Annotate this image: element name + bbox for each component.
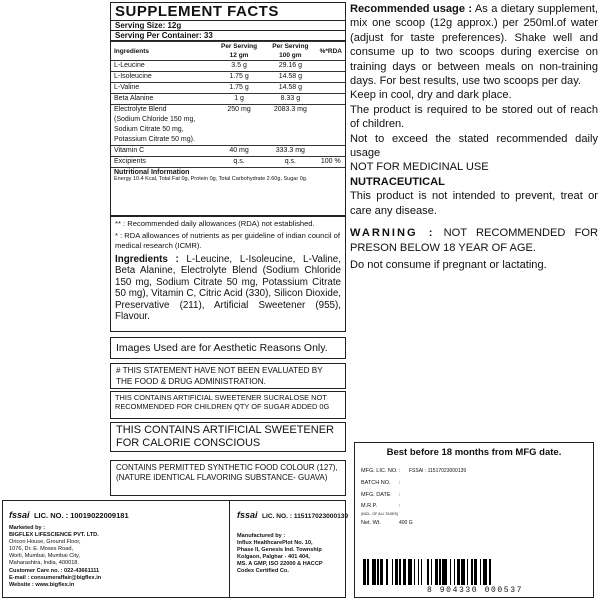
not-medicinal-note: NOT FOR MEDICINAL USE [350, 161, 489, 174]
row-name: Electrolyte Blend [111, 105, 214, 116]
row-rda [317, 105, 345, 116]
row-s12: 250 mg [214, 105, 264, 116]
ingredients-list: L-Leucine, L-Isoleucine, L-Valine, Beta Alanine, Electrolyte Blend (Sodium Chloride 150 mg, Sodium Citrate 50 mg, Potassium Citrate 50 mg), Vitamin C, Citric Acid (330), Silicon Dioxide, Preservative (211), Artificial Sweetener (955), Flavour. [115, 254, 341, 323]
row-s12: 40 mg [214, 146, 264, 157]
marketer-license: LIC. NO. : 10019022009181 [33, 511, 129, 520]
table-row [111, 135, 345, 146]
nutritional-info-text: Energy 10.4 Kcal, Total Fat 0g, Protein 0g, Total Carbohydrate 2.60g, Sugar 0g. [114, 176, 308, 182]
manufacturer-address-1: Influx HealthcarePlot No. 10, [237, 540, 313, 547]
supplement-facts-panel [110, 2, 346, 216]
row-s12: 1.75 g [214, 83, 264, 94]
row-s100 [264, 135, 316, 146]
table-row [111, 157, 345, 168]
row-rda [317, 72, 345, 83]
row-rda: 100 % [317, 157, 345, 168]
divider [229, 501, 230, 597]
mfg-fields [355, 465, 593, 529]
rda-note-2: * : RDA allowances of nutrients as per guideline of indian council of medical research (ICMR). [115, 231, 340, 250]
manufactured-by-label: Manufactured by : [237, 533, 286, 539]
storage-instruction: Keep in cool, dry and dark place. [350, 89, 512, 102]
mrp-note: (INCL. OF ALL TAXES) [361, 511, 399, 516]
recommended-usage [350, 2, 598, 88]
row-s100 [264, 115, 316, 125]
manufacturer-address-3: Kolgaon, Palghar - 401 404, [237, 554, 310, 561]
barcode-number: 8 904330 000537 [426, 586, 523, 595]
row-name: Sodium Citrate 50 mg, [114, 126, 184, 133]
pregnancy-warning: Do not consume if pregnant or lactating. [350, 258, 547, 271]
row-s100: 29.16 g [264, 61, 316, 72]
row-s100 [264, 125, 316, 135]
mfg-field-mrp: M.R.P. : [361, 502, 401, 509]
table-row [111, 125, 345, 135]
row-name: Excipients [111, 157, 214, 168]
warning-title: WARNING : [350, 227, 435, 240]
header-per-serving-100: Per Serving 100 gm [264, 42, 316, 61]
table-row [111, 61, 345, 72]
mfg-field-netwt [355, 517, 593, 529]
row-s12: 1.75 g [214, 72, 264, 83]
mfg-field-date: MFG. DATE : [361, 492, 401, 498]
not-exceed-note: Not to exceed the stated recommended daily usage [350, 132, 598, 160]
sucralose-statement: THIS CONTAINS ARTIFICIAL SWEETENER SUCRALOSE NOT RECOMMENDED FOR CHILDREN QTY OF SUGAR ADDED 0G [110, 391, 346, 419]
fssai-logo: fssai [237, 510, 258, 520]
table-row [111, 115, 345, 125]
row-s12 [214, 125, 264, 135]
children-warning: The product is required to be stored out of reach of children. [350, 103, 598, 131]
field-value: FSSAI : 11517023000139 [409, 468, 467, 474]
email: E-mail : consumeraffair@bigflex.in [9, 574, 102, 581]
manufacturer-address-4: MS. A GMP, ISO 22000 & HACCP [237, 561, 323, 568]
manufacturer-address-2: Phase II, Genesis Ind. Township [237, 547, 322, 554]
row-s12 [214, 135, 264, 146]
mfg-field-lic: MFG. LIC. NO. : FSSAI : 11517023000139 [361, 468, 467, 474]
manufacturer-license: LIC. NO. : 115117023000139 [261, 513, 349, 520]
marketer-block [9, 505, 225, 589]
nutraceutical-heading: NUTRACEUTICAL [350, 175, 445, 188]
row-s12 [214, 115, 264, 125]
field-label: MFG. DATE [361, 492, 391, 498]
row-s100: 333.3 mg [264, 146, 316, 157]
row-s100: 8.33 g [264, 94, 316, 105]
row-name: Beta Alanine [111, 94, 214, 105]
field-label: MFG. LIC. NO. [361, 468, 398, 474]
row-s100: q.s. [264, 157, 316, 168]
marketer-address-1: Oricon House, Ground Floor, [9, 539, 81, 546]
usage-text: As a dietary supplement, mix one scoop (12g approx.) per 250ml.of water (adjust for taste preferences). Shake well and consume up to two scoops during exercise on training days or between meals on non-training days. For best results, use two scoops per day. [350, 3, 598, 88]
artificial-sweetener-statement: THIS CONTAINS ARTIFICIAL SWEETENER FOR CALORIE CONSCIOUS [110, 422, 346, 452]
barcode-bar [491, 559, 492, 585]
warning-block [350, 226, 598, 255]
nutrition-table [111, 41, 345, 167]
manufacturer-block [237, 505, 349, 576]
table-row [111, 83, 345, 94]
row-rda [317, 115, 345, 125]
row-s100: 2083.3 mg [264, 105, 316, 116]
table-row [111, 94, 345, 105]
marketer-address-4: Maharashtra, India, 400018. [9, 560, 79, 567]
supplement-facts-title: SUPPLEMENT FACTS [111, 3, 345, 21]
row-name: L-Leucine [111, 61, 214, 72]
not-intended-note: This product is not intended to prevent, treat or care any disease. [350, 190, 598, 217]
company-info-box [2, 500, 349, 598]
row-rda [317, 146, 345, 157]
header-ingredients: Ingredients [111, 42, 214, 61]
row-s12: q.s. [214, 157, 264, 168]
ingredients-panel [110, 216, 346, 332]
best-before: Best before 18 months from MFG date. [386, 447, 562, 458]
row-rda [317, 61, 345, 72]
header-per-serving-12: Per Serving 12 gm [214, 42, 264, 61]
field-label: Net. Wt. [361, 520, 381, 526]
field-value: 400 G [399, 520, 413, 526]
ingredients-label: Ingredients : [115, 254, 179, 265]
row-s12: 1 g [214, 94, 264, 105]
usage-label: Recommended usage : [350, 3, 473, 15]
marketer-address-3: Worli, Mumbai, Mumbai City, [9, 553, 80, 560]
table-row [111, 105, 345, 116]
mfg-field-batch: BATCH NO. : [361, 480, 401, 486]
warning-text: NOT RECOMMENDED FOR PRESON BELOW 18 YEAR OF AGE. [350, 227, 598, 254]
barcode [363, 559, 587, 585]
row-rda [317, 135, 345, 146]
manufacturer-address-5: Codex Certified Co. [237, 568, 289, 575]
header-rda: %*RDA [317, 42, 345, 61]
rda-note-1: ** : Recommended daily allowances (RDA) not established. [115, 219, 315, 228]
website: Website : www.bigflex.in [9, 581, 75, 588]
aesthetic-note: Images Used are for Aesthetic Reasons Only. [110, 337, 346, 359]
usage-column [350, 2, 598, 272]
food-colour-statement: CONTAINS PERMITTED SYNTHETIC FOOD COLOUR (127), (NATURE IDENTICAL FLAVORING SUBSTANCE- GUAVA) [110, 460, 346, 496]
row-s100: 14.58 g [264, 72, 316, 83]
table-row [111, 146, 345, 157]
row-name: L-Isoleucine [111, 72, 214, 83]
table-header-row [111, 42, 345, 61]
fssai-logo: fssai [9, 510, 30, 520]
field-label: M.R.P. [361, 502, 378, 509]
row-s12: 3.5 g [214, 61, 264, 72]
row-rda [317, 125, 345, 135]
row-s100: 14.58 g [264, 83, 316, 94]
row-rda [317, 94, 345, 105]
serving-size: Serving Size: 12g [111, 21, 345, 31]
marketer-company: BIGFLEX LIFESCIENCE PVT. LTD. [9, 532, 99, 539]
mfg-info-box [354, 442, 594, 598]
table-row [111, 72, 345, 83]
ingredients-text [115, 254, 341, 322]
marketed-by-label: Marketed by : [9, 525, 46, 531]
marketer-address-2: 1076, Dr. E. Moses Road, [9, 546, 74, 553]
field-label: BATCH NO. [361, 480, 391, 486]
nutritional-info-heading: Nutritional Information [111, 167, 345, 176]
row-name: Vitamin C [111, 146, 214, 157]
row-name: (Sodium Chloride 150 mg, [114, 116, 196, 123]
row-name: Potassium Citrate 50 mg). [114, 136, 195, 143]
customer-care: Customer Care no. : 022-43661111 [9, 567, 100, 574]
row-rda [317, 83, 345, 94]
row-name: L-Valine [111, 83, 214, 94]
fda-statement: # THIS STATEMENT HAVE NOT BEEN EVALUATED BY THE FOOD & DRUG ADMINISTRATION. [110, 363, 346, 389]
servings-per-container: Serving Per Container: 33 [111, 31, 345, 41]
